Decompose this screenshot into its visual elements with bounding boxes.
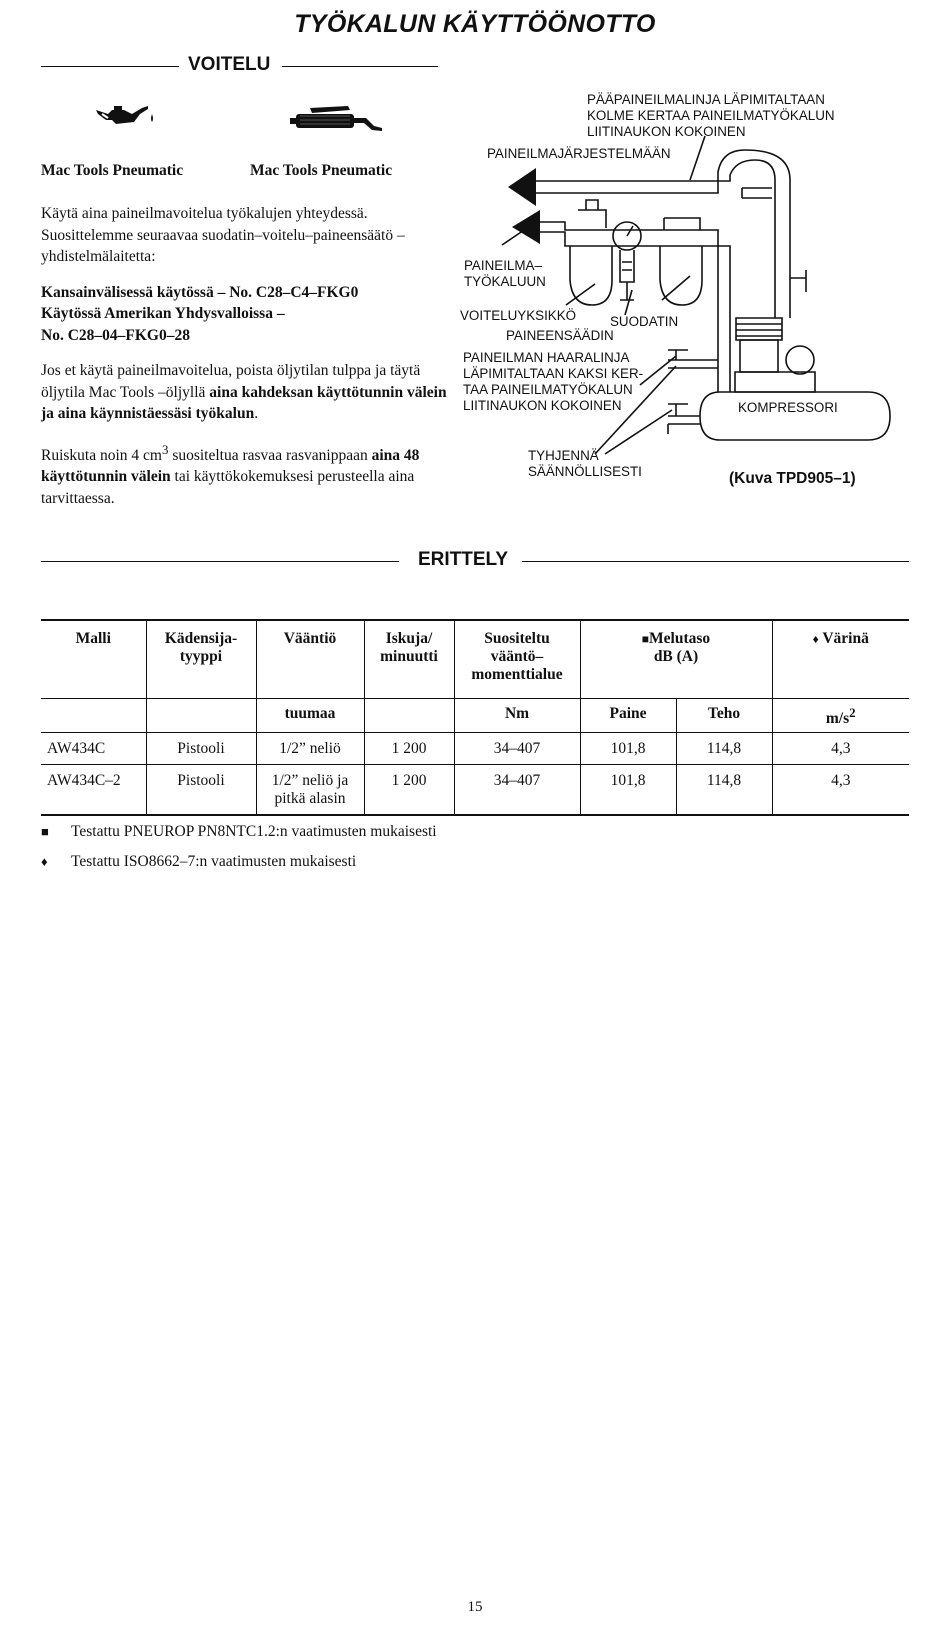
footnote	[41, 823, 437, 841]
model-numbers	[41, 282, 452, 347]
oil-can-icon	[94, 100, 160, 140]
cell-vaanto: 34–407	[454, 733, 580, 765]
superscript: 3	[161, 441, 169, 457]
voitelu-rule-left	[41, 66, 179, 67]
unit-sup: 2	[849, 705, 856, 720]
label-main-line-3: LIITINAUKON KOKOINEN	[587, 124, 746, 139]
model-usa-label: Käytössä Amerikan Yhdysvalloissa –	[41, 305, 285, 322]
footnote-text: Testattu PNEUROP PN8NTC1.2:n vaatimusten mukaisesti	[71, 823, 437, 840]
table-unit-row	[41, 699, 909, 733]
unit-cell	[772, 699, 909, 733]
col-header-iskuja	[364, 620, 454, 699]
erittely-rule-left	[41, 561, 399, 562]
text-span: tai käyttökokemuksesi perusteella aina tarvittaessa.	[41, 468, 415, 507]
header-text: Suositeltu	[484, 630, 550, 647]
text-span: suositeltua rasvaa rasvanippaan	[168, 446, 372, 464]
label-drain-2: SÄÄNNÖLLISESTI	[528, 464, 642, 479]
header-text: Vääntiö	[283, 630, 337, 647]
col-header-malli	[41, 620, 146, 699]
paragraph	[41, 439, 452, 510]
bold-span: aina kahdeksan käyttötunnin välein ja aina käynnistäessäsi työkalun	[41, 383, 447, 422]
model-usa: No. C28–04–FKG0–28	[41, 326, 190, 344]
label-main-line-1: PÄÄPAINEILMALINJA LÄPIMITALTAAN	[587, 92, 825, 107]
unit-cell	[41, 699, 146, 733]
cell-iskuja: 1 200	[364, 765, 454, 816]
header-text: tyyppi	[179, 648, 223, 665]
cell-kahva: Pistooli	[146, 733, 256, 765]
table-header-row	[41, 620, 909, 699]
label-lubricator: VOITELUYKSIKKÖ	[460, 308, 577, 323]
air-system-diagram	[460, 90, 910, 510]
label-branch-2: LÄPIMITALTAAN KAKSI KER-	[463, 366, 644, 381]
unit-cell: Teho	[676, 699, 772, 733]
cell-text: 1/2” neliö ja	[271, 772, 349, 790]
unit-cell: Nm	[454, 699, 580, 733]
model-international: Kansainvälisessä käytössä – No. C28–C4–FKG0	[41, 283, 359, 301]
square-marker-icon: ■	[41, 824, 49, 839]
label-compressor: KOMPRESSORI	[738, 400, 838, 415]
voitelu-heading: VOITELU	[188, 54, 271, 75]
erittely-rule-right	[522, 561, 909, 562]
label-branch-3: TAA PAINEILMATYÖKALUN	[463, 382, 633, 397]
label-regulator: PAINEENSÄÄDIN	[506, 328, 614, 343]
col-header-vaantio	[256, 620, 364, 699]
label-to-tool-2: TYÖKALUUN	[464, 274, 546, 289]
square-marker-icon: ■	[641, 632, 650, 646]
page-title: TYÖKALUN KÄYTTÖÖNOTTO	[294, 10, 656, 38]
label-drain-1: TYHJENNÄ	[528, 448, 599, 463]
diamond-marker-icon: ♦	[41, 854, 48, 869]
header-text: Värinä	[822, 630, 869, 647]
paragraph	[41, 360, 452, 425]
label-to-tool-1: PAINEILMA–	[464, 258, 542, 273]
cell-varina: 4,3	[772, 765, 909, 816]
header-text: momenttialue	[471, 666, 563, 683]
cell-iskuja: 1 200	[364, 733, 454, 765]
cell-teho: 114,8	[676, 765, 772, 816]
diamond-marker-icon: ♦	[812, 632, 819, 646]
cell-teho: 114,8	[676, 733, 772, 765]
col-header-melutaso	[580, 620, 772, 699]
icon2-caption: Mac Tools Pneumatic	[250, 162, 393, 179]
cell-kahva: Pistooli	[146, 765, 256, 816]
label-to-system: PAINEILMAJÄRJESTELMÄÄN	[487, 146, 671, 161]
header-text: Malli	[75, 630, 111, 647]
header-text: Iskuja/	[385, 630, 433, 647]
label-branch-1: PAINEILMAN HAARALINJA	[463, 350, 630, 365]
unit-cell	[364, 699, 454, 733]
unit-cell	[146, 699, 256, 733]
header-text: Kädensija-	[164, 630, 238, 647]
figure-reference: (Kuva TPD905–1)	[729, 470, 856, 487]
text-span: Ruiskuta noin 4 cm	[41, 446, 162, 464]
cell-vaantio: 1/2” neliö	[256, 733, 364, 765]
label-filter: SUODATIN	[610, 314, 679, 329]
col-header-suositeltu	[454, 620, 580, 699]
cell-text: pitkä alasin	[274, 790, 346, 808]
text-span: .	[254, 405, 259, 422]
icon1-caption: Mac Tools Pneumatic	[41, 162, 184, 179]
text-span: Jos et käytä paineilmavoitelua, poista öljytilan tulppa ja täytä öljytila Mac Tools –öljyllä	[41, 362, 421, 401]
unit-text: m/s	[825, 710, 850, 728]
cell-paine: 101,8	[580, 765, 676, 816]
table-row	[41, 765, 909, 816]
footnote-text: Testattu ISO8662–7:n vaatimusten mukaisesti	[71, 853, 357, 870]
cell-vaanto: 34–407	[454, 765, 580, 816]
cell-varina: 4,3	[772, 733, 909, 765]
cell-malli: AW434C	[41, 733, 146, 765]
footnote	[41, 853, 356, 871]
col-header-varina	[772, 620, 909, 699]
unit-cell: tuumaa	[256, 699, 364, 733]
label-branch-4: LIITINAUKON KOKOINEN	[463, 398, 622, 413]
label-main-line-2: KOLME KERTAA PAINEILMATYÖKALUN	[587, 108, 835, 123]
bold-span: aina 48 käyttötunnin välein	[41, 446, 420, 486]
unit-cell: Paine	[580, 699, 676, 733]
page-number: 15	[467, 1599, 483, 1615]
col-header-kadensija	[146, 620, 256, 699]
header-text: dB (A)	[653, 648, 699, 665]
header-text: minuutti	[380, 648, 438, 665]
cell-paine: 101,8	[580, 733, 676, 765]
voitelu-text	[41, 203, 452, 523]
header-text: Melutaso	[649, 630, 711, 647]
table-row	[41, 733, 909, 765]
voitelu-rule-right	[282, 66, 438, 67]
cell-vaantio	[256, 765, 364, 816]
grease-gun-icon	[288, 104, 384, 136]
header-text: vääntö–	[490, 648, 544, 665]
erittely-heading: ERITTELY	[418, 549, 509, 570]
cell-malli: AW434C–2	[41, 765, 146, 816]
paragraph: Käytä aina paineilmavoitelua työkalujen yhteydessä. Suosittelemme seuraavaa suodatin–voitelu–paineensäätö –yhdistelmälaitetta:	[41, 205, 405, 265]
spec-table	[41, 620, 909, 816]
